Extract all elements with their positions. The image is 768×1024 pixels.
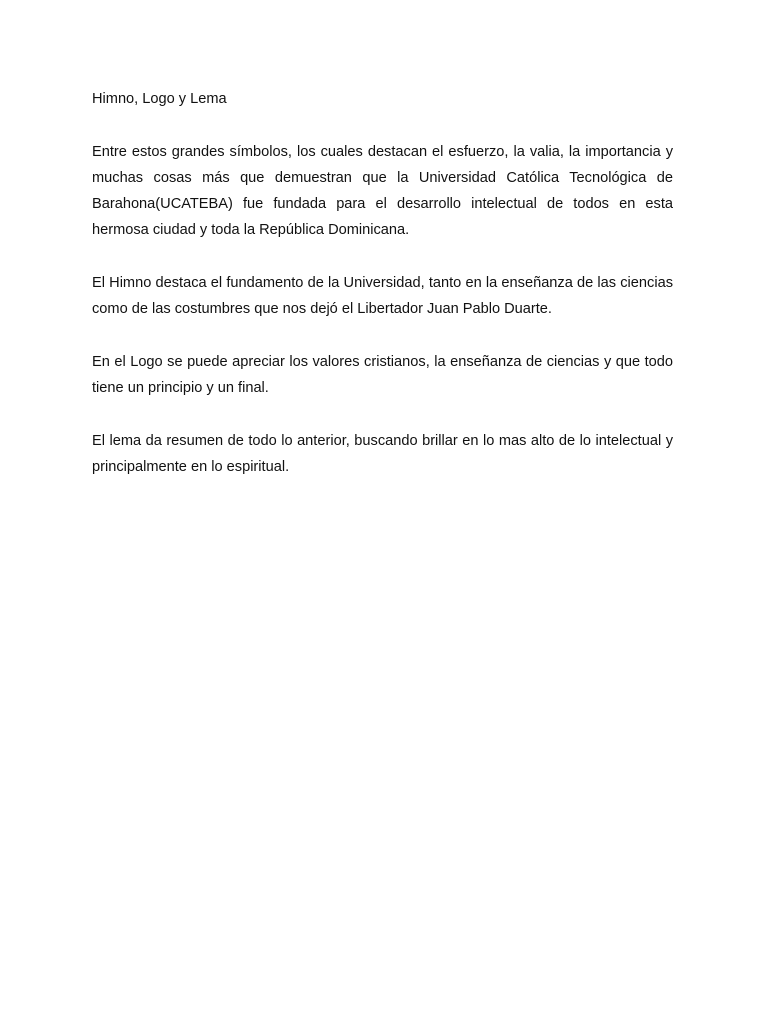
paragraph-symbols: Entre estos grandes símbolos, los cuales destacan el esfuerzo, la valia, la importancia y muchas cosas más que demuestran que la Universidad Católica Tecnológica de Barahona(UCATEBA) fue fundada para el desarrollo intelectual de todos en esta hermosa ciudad y toda la República Dominicana. bbox=[92, 143, 673, 239]
document-title: Himno, Logo y Lema bbox=[92, 91, 227, 107]
paragraph-logo: En el Logo se puede apreciar los valores cristianos, la enseñanza de ciencias y que todo tiene un principio y un final. bbox=[92, 353, 673, 397]
paragraph-lema: El lema da resumen de todo lo anterior, buscando brillar en lo mas alto de lo intelectual y principalmente en lo espiritual. bbox=[92, 432, 673, 476]
paragraph-himno: El Himno destaca el fundamento de la Universidad, tanto en la enseñanza de las ciencias como de las costumbres que nos dejó el Libertador Juan Pablo Duarte. bbox=[92, 275, 673, 318]
document-page bbox=[92, 86, 673, 480]
